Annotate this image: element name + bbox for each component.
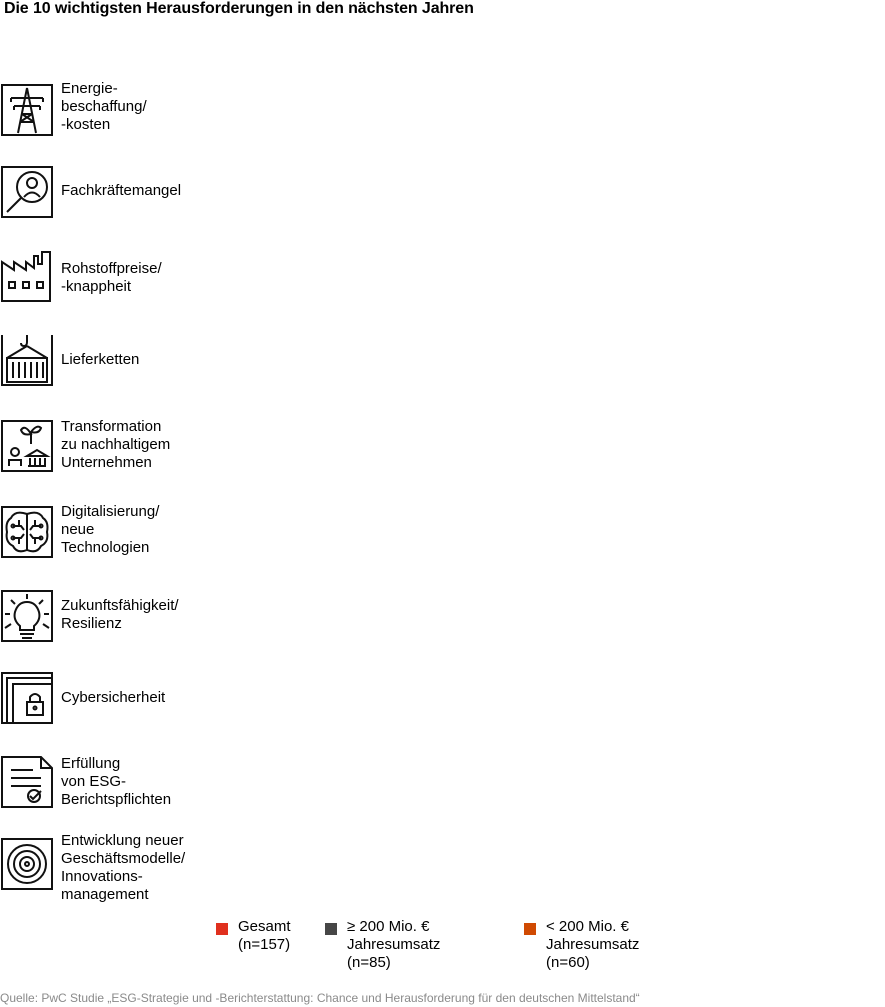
legend-label: Gesamt (n=157) <box>238 918 291 953</box>
target-icon <box>1 838 53 890</box>
category-row <box>0 166 885 226</box>
category-row <box>0 756 885 816</box>
category-row <box>0 832 885 903</box>
category-row <box>0 420 885 480</box>
category-label: Entwicklung neuer Geschäftsmodelle/ Innovations- management <box>61 832 186 903</box>
category-row <box>0 80 885 144</box>
category-row <box>0 672 885 732</box>
cyber-lock-icon <box>1 672 53 724</box>
sustainable-company-icon <box>1 420 53 472</box>
chart-title: Die 10 wichtigsten Herausforderungen in den nächsten Jahren <box>4 0 474 17</box>
legend-swatch <box>216 923 228 935</box>
legend-swatch <box>325 923 337 935</box>
category-label: Rohstoffpreise/ -knappheit <box>61 260 162 295</box>
category-label: Cybersicherheit <box>61 689 166 706</box>
category-row <box>0 590 885 650</box>
category-label: Fachkräftemangel <box>61 182 182 199</box>
category-row <box>0 334 885 394</box>
document-check-icon <box>1 756 53 808</box>
category-row <box>0 250 885 310</box>
legend-swatch <box>524 923 536 935</box>
factory-icon <box>1 250 53 302</box>
category-label: Zukunftsfähigkeit/ Resilienz <box>61 597 179 632</box>
category-label: Lieferketten <box>61 351 140 368</box>
category-row <box>0 503 885 566</box>
lightbulb-icon <box>1 590 53 642</box>
legend-label: ≥ 200 Mio. € Jahresumsatz (n=85) <box>347 918 441 971</box>
shipping-container-icon <box>1 334 53 386</box>
category-label: Transformation zu nachhaltigem Unternehmen <box>61 418 171 471</box>
category-label: Energie- beschaffung/ -kosten <box>61 80 147 133</box>
legend-label: < 200 Mio. € Jahresumsatz (n=60) <box>546 918 640 971</box>
source-note: Quelle: PwC Studie „ESG-Strategie und -Berichterstattung: Chance und Herausforderung für den deutschen Mittelstand“ <box>0 991 640 1005</box>
category-label: Digitalisierung/ neue Technologien <box>61 503 160 556</box>
power-pylon-icon <box>1 84 53 136</box>
brain-circuit-icon <box>1 506 53 558</box>
category-label: Erfüllung von ESG- Berichtspflichten <box>61 755 172 808</box>
magnifier-person-icon <box>1 166 53 218</box>
